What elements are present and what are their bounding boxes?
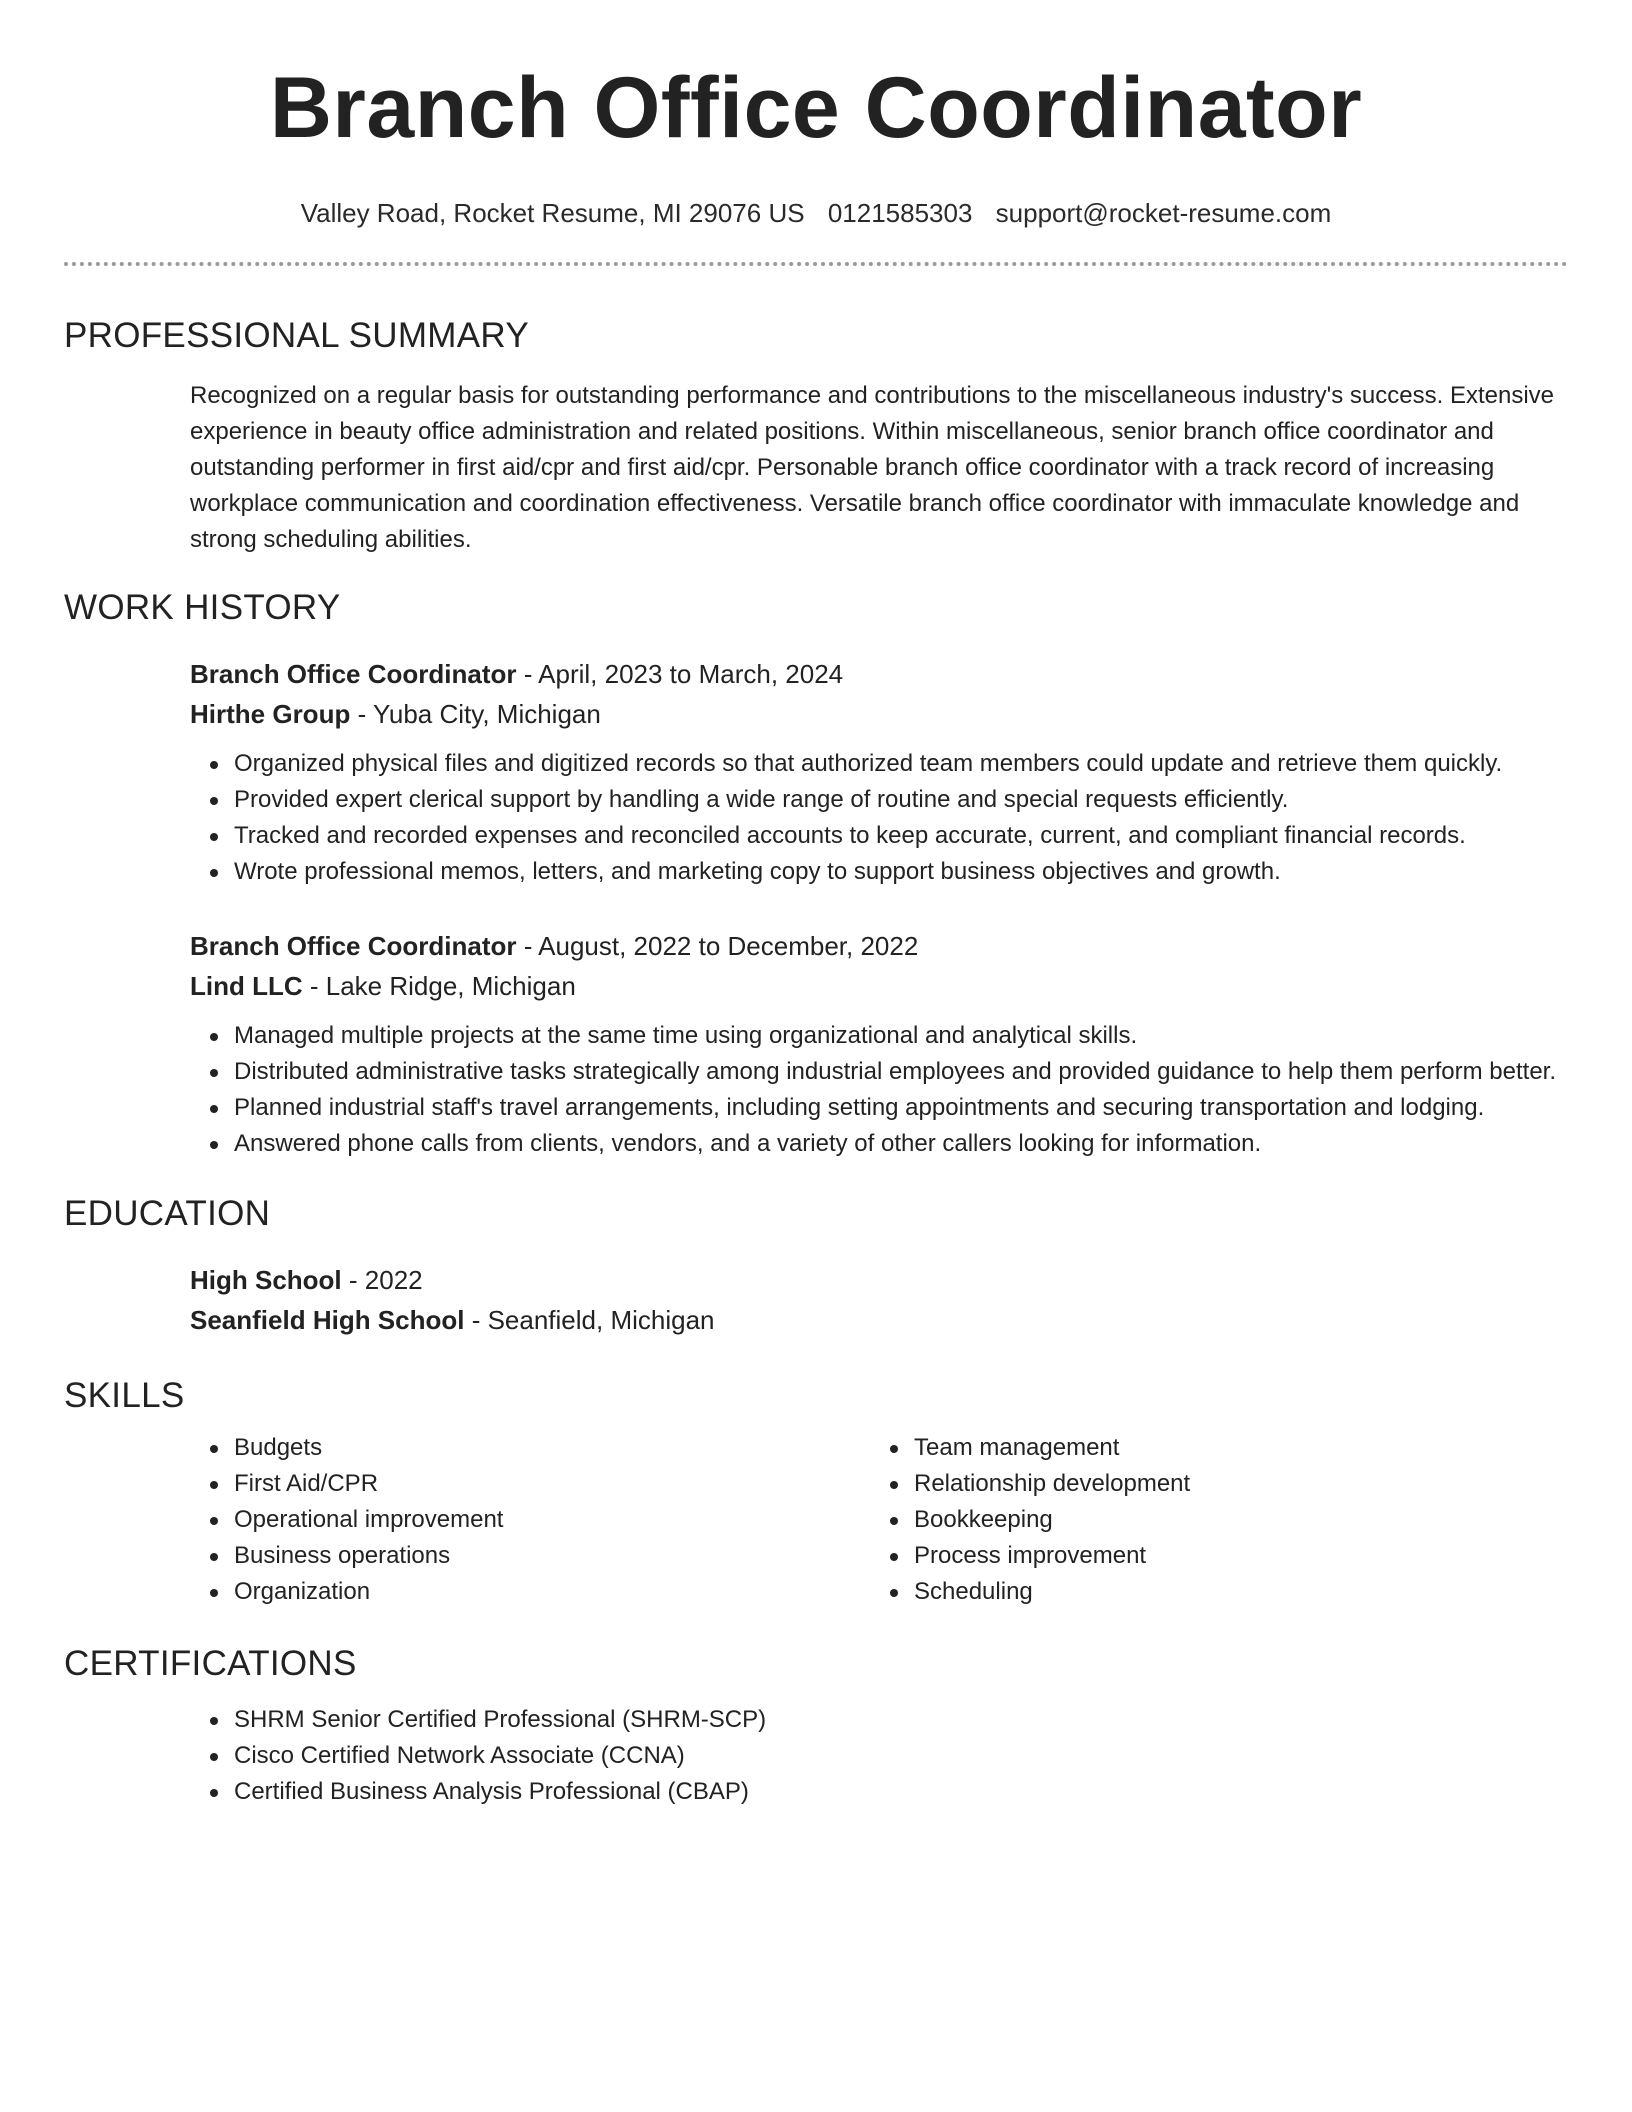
- job-company: Hirthe Group: [190, 699, 351, 729]
- certification-item: Cisco Certified Network Associate (CCNA): [234, 1738, 1568, 1774]
- skill-item: Business operations: [234, 1538, 870, 1574]
- contact-address: Valley Road, Rocket Resume, MI 29076 US: [300, 198, 805, 228]
- list-item: Provided expert clerical support by handling a wide range of routine and special requests efficiently.: [234, 782, 1568, 818]
- education-school-line: [190, 1300, 1568, 1340]
- contact-line: [64, 196, 1568, 230]
- list-item: Distributed administrative tasks strategically among industrial employees and provided guidance to help them perform better.: [234, 1054, 1568, 1090]
- work-history-heading: WORK HISTORY: [64, 588, 341, 627]
- list-item: Organized physical files and digitized records so that authorized team members could update and retrieve them quickly.: [234, 746, 1568, 782]
- contact-phone: 0121585303: [827, 198, 973, 228]
- skill-item: Operational improvement: [234, 1502, 870, 1538]
- certifications-heading: CERTIFICATIONS: [64, 1644, 357, 1683]
- job-bullets: [190, 746, 1568, 890]
- job-location: - Lake Ridge, Michigan: [302, 971, 576, 1001]
- education-year: - 2022: [341, 1265, 423, 1295]
- education-school: Seanfield High School: [190, 1305, 465, 1335]
- certification-item: Certified Business Analysis Professional (CBAP): [234, 1774, 1568, 1810]
- job-company-line: [190, 966, 1568, 1006]
- education-location: - Seanfield, Michigan: [464, 1305, 715, 1335]
- list-item: Managed multiple projects at the same time using organizational and analytical skills.: [234, 1018, 1568, 1054]
- job-title-line: [190, 926, 1568, 966]
- skill-item: Scheduling: [914, 1574, 1568, 1610]
- skill-item: Organization: [234, 1574, 870, 1610]
- job-company: Lind LLC: [190, 971, 303, 1001]
- skills-list-right: [870, 1430, 1568, 1610]
- list-item: Tracked and recorded expenses and reconciled accounts to keep accurate, current, and compliant financial records.: [234, 818, 1568, 854]
- skill-item: Relationship development: [914, 1466, 1568, 1502]
- certifications-list-wrap: [190, 1702, 1568, 1810]
- certifications-section: [64, 1642, 1568, 1810]
- certification-item: SHRM Senior Certified Professional (SHRM-SCP): [234, 1702, 1568, 1738]
- skills-heading: SKILLS: [64, 1376, 185, 1415]
- header-divider: [64, 262, 1568, 266]
- contact-email: support@rocket-resume.com: [995, 198, 1332, 228]
- job-title-line: [190, 654, 1568, 694]
- job-role: Branch Office Coordinator: [190, 931, 517, 961]
- summary-heading: PROFESSIONAL SUMMARY: [64, 316, 529, 355]
- education-heading: EDUCATION: [64, 1194, 271, 1233]
- education-degree: High School: [190, 1265, 342, 1295]
- work-history-section: [64, 586, 1568, 1162]
- job-company-line: [190, 694, 1568, 734]
- skill-item: Budgets: [234, 1430, 870, 1466]
- list-item: Planned industrial staff's travel arrangements, including setting appointments and securing transportation and lodging.: [234, 1090, 1568, 1126]
- skill-item: First Aid/CPR: [234, 1466, 870, 1502]
- education-degree-line: [190, 1260, 1568, 1300]
- summary-text: Recognized on a regular basis for outstanding performance and contributions to the miscellaneous industry's success. Extensive experience in beauty office administration and related positions. Within miscellaneous, senior branch office coordinator and outstanding performer in first aid/cpr and first aid/cpr. Personable branch office coordinator with a track record of increasing workplace communication and coordination effectiveness. Versatile branch office coordinator with immaculate knowledge and strong scheduling abilities.: [190, 382, 1554, 553]
- education-section: [64, 1192, 1568, 1340]
- skills-column-left: [190, 1430, 870, 1610]
- education-entry: [190, 1260, 1568, 1340]
- skills-grid: [190, 1430, 1568, 1610]
- job-role: Branch Office Coordinator: [190, 659, 517, 689]
- list-item: Answered phone calls from clients, vendors, and a variety of other callers looking for information.: [234, 1126, 1568, 1162]
- job-entry: [190, 654, 1568, 890]
- skill-item: Process improvement: [914, 1538, 1568, 1574]
- summary-section: [64, 314, 1568, 558]
- skill-item: Team management: [914, 1430, 1568, 1466]
- skills-column-right: [870, 1430, 1568, 1610]
- resume-name: Branch Office Coordinator: [269, 60, 1363, 156]
- job-location: - Yuba City, Michigan: [350, 699, 601, 729]
- skills-list-left: [190, 1430, 870, 1610]
- list-item: Wrote professional memos, letters, and marketing copy to support business objectives and growth.: [234, 854, 1568, 890]
- job-bullets: [190, 1018, 1568, 1162]
- job-dates: - April, 2023 to March, 2024: [516, 659, 844, 689]
- skill-item: Bookkeeping: [914, 1502, 1568, 1538]
- skills-section: [64, 1374, 1568, 1610]
- job-dates: - August, 2022 to December, 2022: [516, 931, 919, 961]
- job-entry: [190, 926, 1568, 1162]
- certifications-list: [190, 1702, 1568, 1810]
